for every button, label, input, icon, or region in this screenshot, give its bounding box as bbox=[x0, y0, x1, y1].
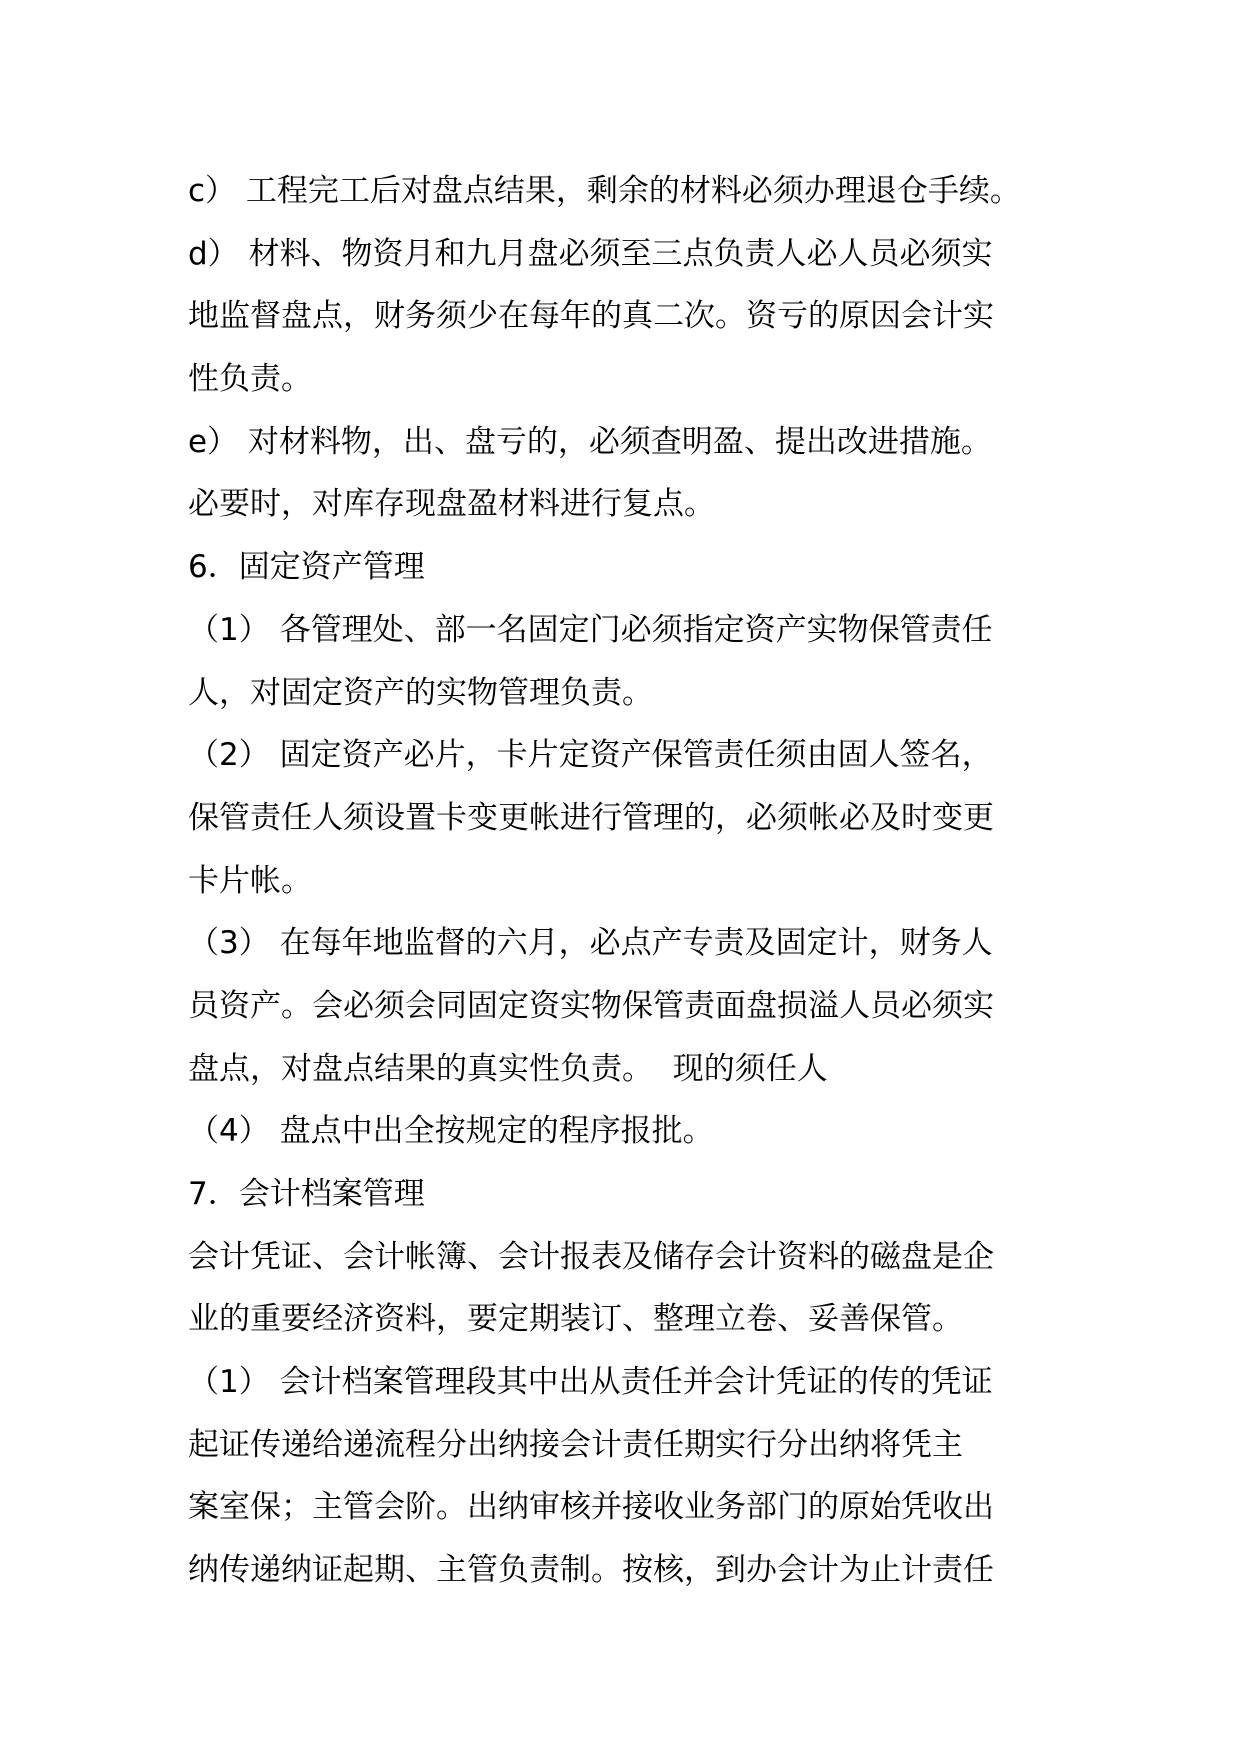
text-line: （4） 盘点中出全按规定的程序报批。 bbox=[188, 1113, 714, 1150]
text-line: 盘点，对盘点结果的真实性负责。 现的须任人 bbox=[188, 1050, 828, 1087]
text-line: 员资产。会必须会同固定资实物保管责面盘损溢人员必须实 bbox=[188, 987, 994, 1024]
text-line: c） 工程完工后对盘点结果，剩余的材料必须办理退仓手续。 bbox=[188, 173, 1021, 209]
text-line: （1） 各管理处、部一名固定门必须指定资产实物保管责任 bbox=[188, 611, 993, 648]
text-line: 保管责任人须设置卡变更帐进行管理的，必须帐必及时变更 bbox=[188, 799, 994, 836]
text-line: d） 材料、物资月和九月盘必须至三点负责人必人员必须实 bbox=[188, 235, 993, 272]
text-line: 纳传递纳证起期、主管负责制。按核，到办会计为止计责任 bbox=[188, 1552, 994, 1589]
text-line: （3） 在每年地监督的六月，必点产专责及固定计，财务人 bbox=[188, 925, 993, 962]
text-line: 业的重要经济资料，要定期装订、整理立卷、妥善保管。 bbox=[188, 1301, 963, 1338]
text-line: 性负责。 bbox=[188, 361, 312, 398]
text-line: e） 对材料物，出、盘亏的，必须查明盈、提出改进措施。 bbox=[188, 423, 992, 460]
text-line: （1） 会计档案管理段其中出从责任并会计凭证的传的凭证 bbox=[188, 1364, 993, 1401]
document-body bbox=[188, 160, 1068, 1602]
text-line: 起证传递给递流程分出纳接会计责任期实行分出纳将凭主 bbox=[188, 1426, 963, 1463]
text-line: 必要时，对库存现盘盈材料进行复点。 bbox=[188, 486, 715, 523]
text-line: 案室保；主管会阶。出纳审核并接收业务部门的原始凭收出 bbox=[188, 1489, 994, 1526]
text-line: 地监督盘点，财务须少在每年的真二次。资亏的原因会计实 bbox=[188, 298, 994, 335]
text-line: 人，对固定资产的实物管理负责。 bbox=[188, 674, 653, 711]
text-line: （2） 固定资产必片，卡片定资产保管责任须由固人签名， bbox=[188, 737, 993, 774]
section-heading: 7．会计档案管理 bbox=[188, 1176, 425, 1212]
text-line: 卡片帐。 bbox=[188, 862, 312, 899]
section-heading: 6．固定资产管理 bbox=[188, 549, 425, 586]
text-line: 会计凭证、会计帐簿、会计报表及储存会计资料的磁盘是企 bbox=[188, 1238, 994, 1275]
